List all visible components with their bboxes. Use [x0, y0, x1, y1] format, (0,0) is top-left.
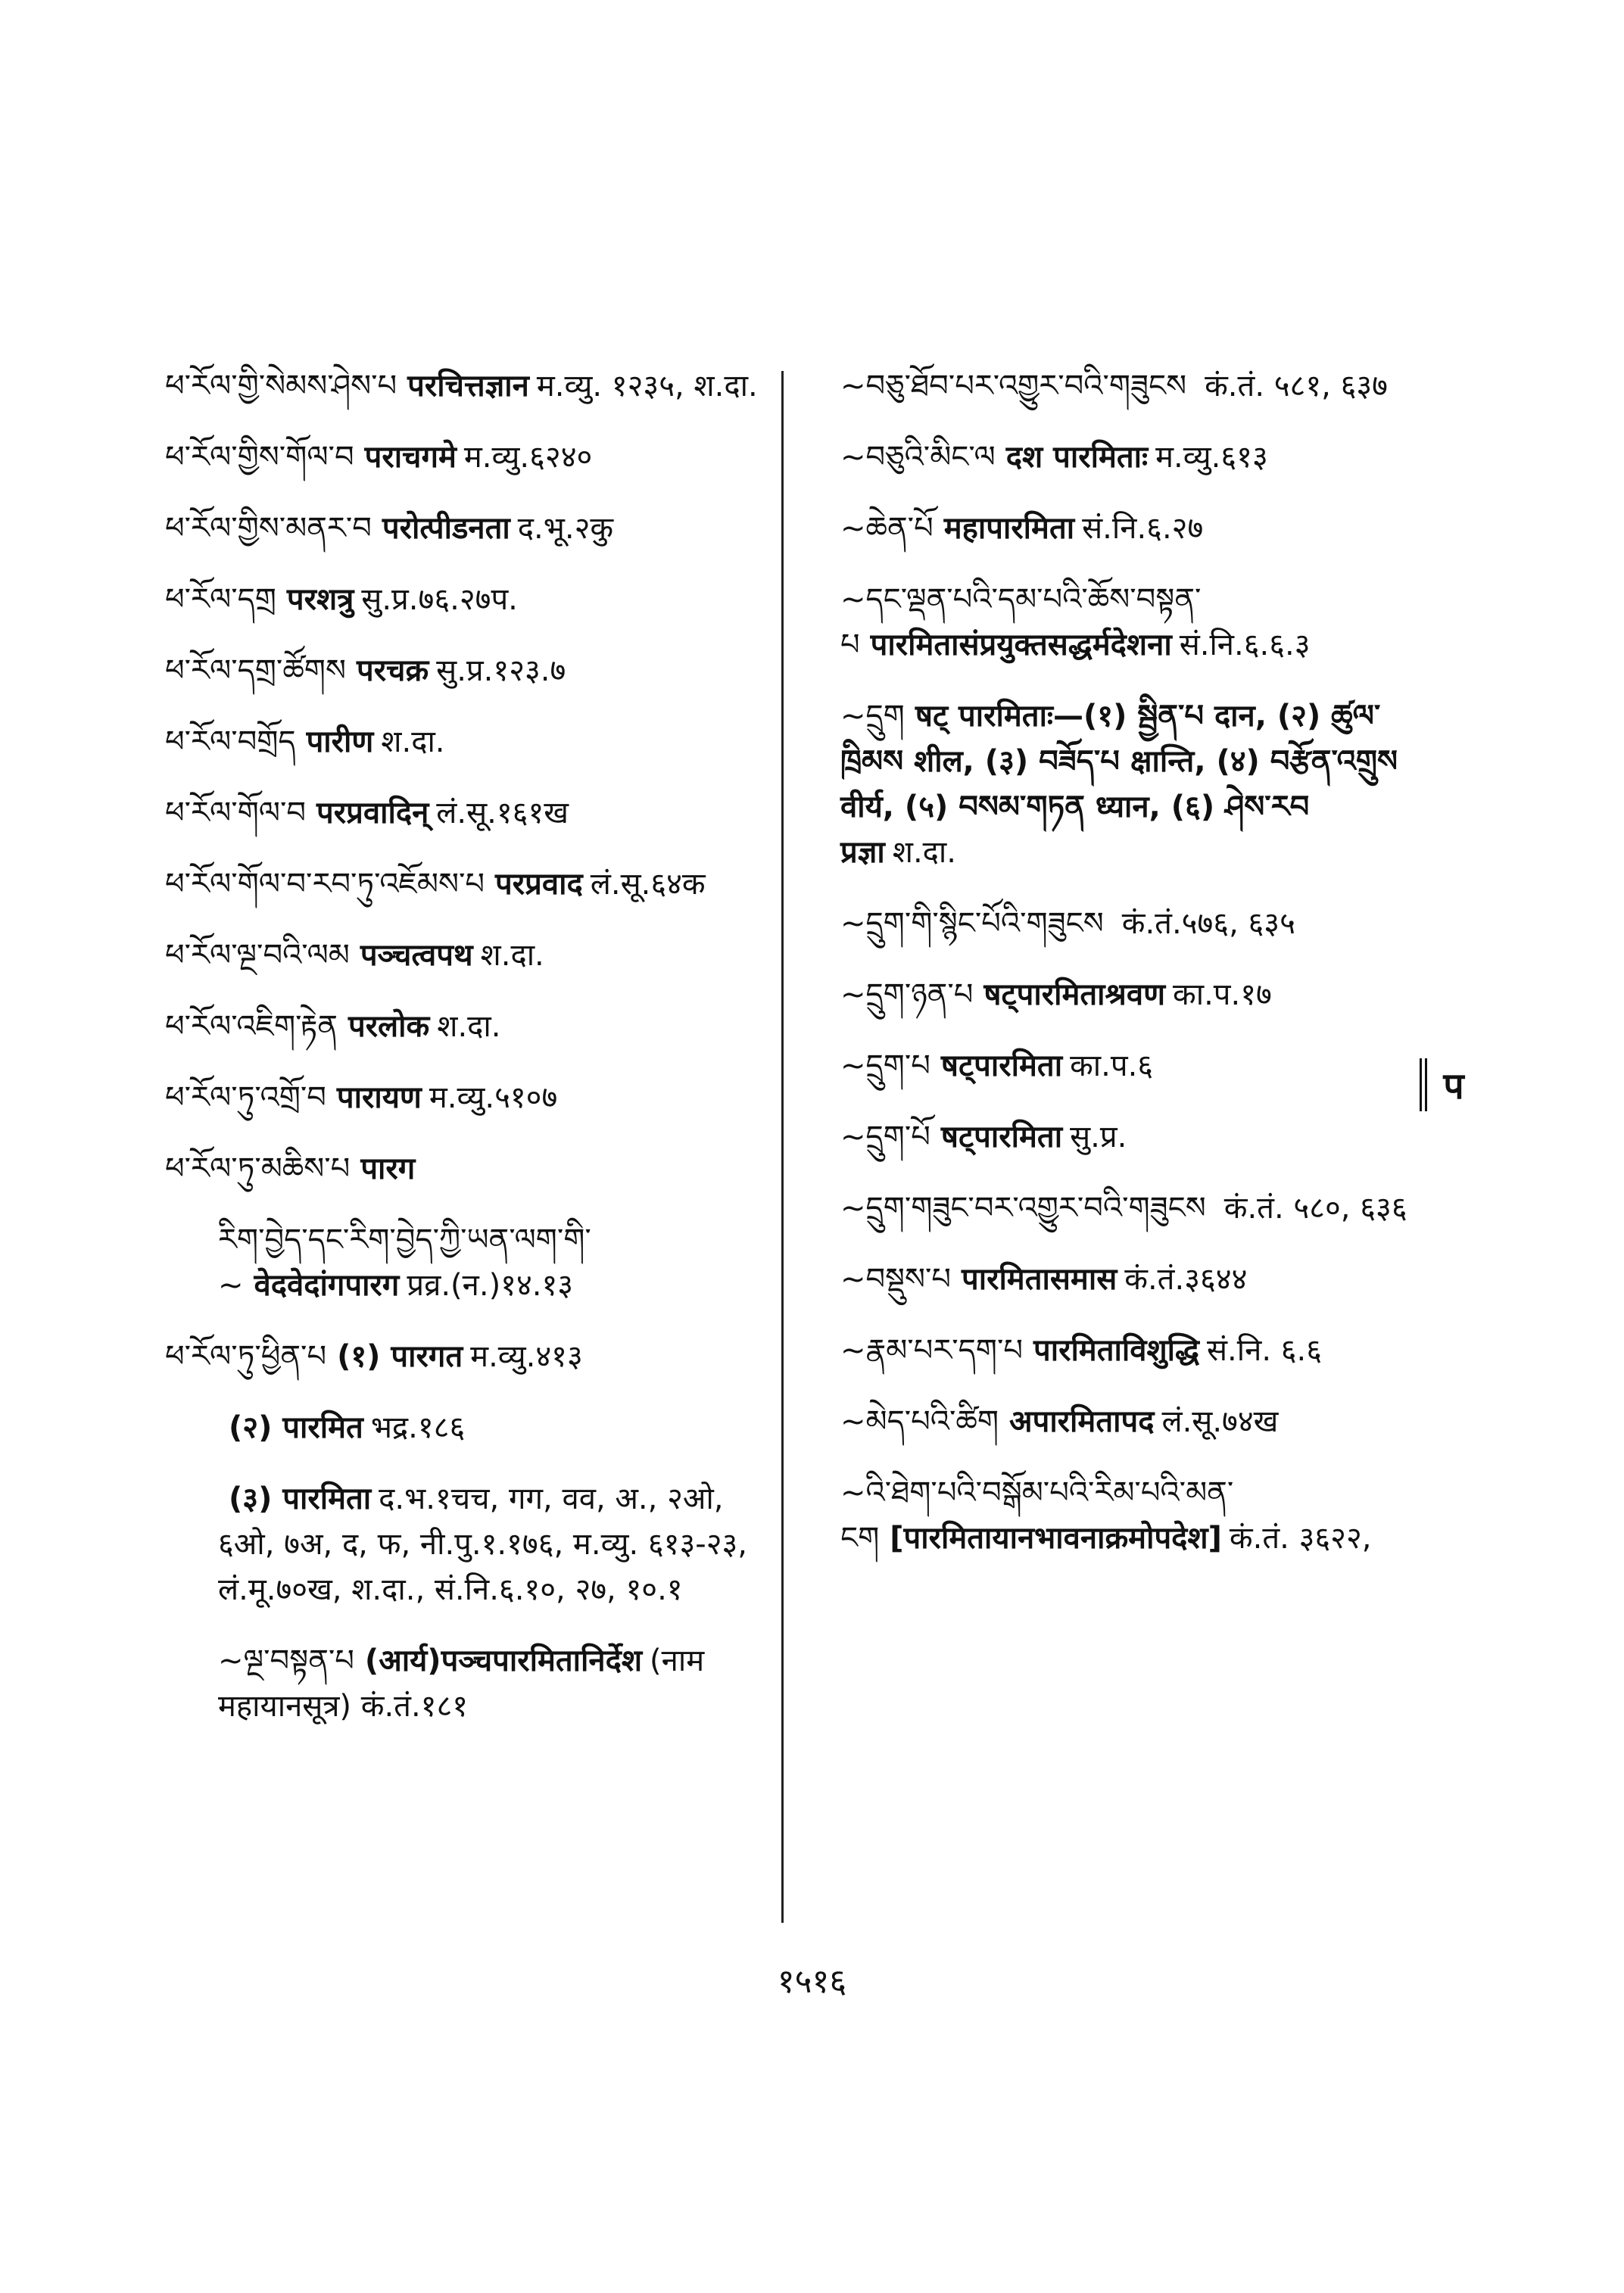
- reference: लं.सू.७४ख: [1161, 1404, 1279, 1439]
- tibetan-term: ~བཅུ་ཐོབ་པར་འགྱུར་བའི་གཟུངས: [840, 369, 1187, 403]
- tibetan-term: ~དྲུག་གི་སྙིང་པོའི་གཟུངས: [840, 906, 1104, 941]
- sanskrit-term: षट्पारमिताश्रवण: [983, 977, 1165, 1012]
- sanskrit-term: पारायण: [336, 1080, 422, 1115]
- dictionary-entry: [165, 1146, 771, 1192]
- dictionary-entry: [165, 933, 771, 978]
- dictionary-entry: [840, 1043, 1416, 1089]
- dictionary-entry: [165, 790, 771, 836]
- reference: का.प.६: [1070, 1048, 1154, 1083]
- reference: कं.तं.३६४४: [1124, 1262, 1248, 1297]
- sanskrit-term: (३) पारमिता: [229, 1481, 372, 1516]
- sanskrit-term: (आर्य)पञ्चपारमितानिर्देश: [364, 1643, 643, 1678]
- sanskrit-term: परप्रवाद: [495, 867, 583, 902]
- tibetan-term: ~བསྡུས་པ: [840, 1262, 951, 1297]
- tibetan-term: ཕ་རོལ་གོལ་བ་རབ་ཏུ་འཇོམས་པ: [165, 867, 485, 902]
- reference: सं.नि.६.२७: [1082, 511, 1204, 546]
- tibetan-term: ~མེད་པའི་ཚིག: [840, 1404, 999, 1439]
- column-divider: [781, 371, 784, 1923]
- dictionary-entry: [165, 506, 771, 551]
- sanskrit-term: षट्पारमिता: [940, 1048, 1063, 1083]
- reference: लं.सू.१६१ख: [436, 796, 569, 830]
- tibetan-term: ཕ་རོལ་འཇིག་རྟེན: [165, 1009, 338, 1044]
- dictionary-entry: [840, 506, 1416, 551]
- tibetan-term: ~ལྔ་བསྟན་པ: [218, 1643, 354, 1678]
- dictionary-entry: [165, 1075, 771, 1120]
- dictionary-entry: [165, 435, 771, 480]
- reference: म.व्यु.४१३: [470, 1339, 583, 1374]
- sanskrit-term: परचक्र: [356, 653, 429, 688]
- tibetan-term: ཕ་རོལ་དགྲ: [165, 582, 276, 617]
- tibetan-term: ~དང་ལྡན་པའི་དམ་པའི་ཆོས་བསྟན་པ: [840, 582, 1202, 662]
- dictionary-entry: [165, 648, 771, 693]
- tibetan-term: ཕ་རོལ་ལྔ་བའི་ལམ: [165, 938, 350, 973]
- dictionary-entry: [840, 435, 1416, 480]
- tibetan-term: ~འི་ཐེག་པའི་བསྒོམ་པའི་རིམ་པའི་མན་ངག: [840, 1475, 1234, 1556]
- reference: श.दा.: [437, 1009, 501, 1044]
- reference: का.प.१७: [1173, 977, 1272, 1012]
- right-column: [840, 363, 1416, 1587]
- sanskrit-term: परोत्पीडनता: [382, 511, 510, 546]
- tibetan-term: ཕ་རོལ་གོལ་བ: [165, 796, 307, 830]
- tibetan-term: ཕ་རོལ་ཏུ་མཆིས་པ: [165, 1151, 351, 1186]
- dictionary-subentry: [165, 1638, 771, 1729]
- reference: सु.प्र.७६.२७प.: [361, 582, 518, 617]
- sanskrit-term: (१) पारगत: [337, 1339, 463, 1374]
- reference: द.भ.१चच, गग, वव, अ., २ओ, ६ओ, ७अ, द, फ, नी.पु.१.१७६, म.व्यु. ६१३-२३, लं.मू.७०ख, श.दा., सं.नि.६.१०, २७, १०.१: [218, 1481, 748, 1607]
- tibetan-term: ཕ་རོལ་བགྲོད: [165, 724, 296, 759]
- sanskrit-term: परशत्रु: [286, 582, 354, 617]
- sanskrit-term: महापारमिता: [943, 511, 1075, 546]
- dictionary-entry: [840, 901, 1416, 946]
- dictionary-entry: [840, 1328, 1416, 1373]
- tibetan-term: ~ཆེན་པོ: [840, 511, 934, 546]
- sanskrit-term: षट् पारमिताः—(१) སྦྱིན་པ दान, (२) ཚུལ་ཁྲིམས शील, (३) བཟོད་པ क्षान्ति, (४) བརྩོན་འགྲུས वीर्य, (५) བསམ་གཏན ध्यान, (६) ཤེས་རབ प्रज्ञा: [840, 699, 1398, 870]
- sanskrit-term: [पारमितायानभावनाक्रमोपदेश]: [890, 1521, 1222, 1556]
- sanskrit-term: वेदवेदांगपारग: [254, 1268, 400, 1303]
- section-letter-tab: प: [1420, 1058, 1480, 1111]
- sanskrit-term: पञ्चत्वपथ: [360, 938, 473, 973]
- reference: म.व्यु. १२३५, श.दा.: [536, 369, 758, 403]
- sanskrit-term: (२) पारमित: [229, 1410, 363, 1445]
- sanskrit-term: परप्रवादिन्: [316, 796, 429, 830]
- reference: सं.नि.६.६.३: [1179, 628, 1311, 662]
- tibetan-term: ~དྲུག: [840, 699, 905, 734]
- tibetan-term: རིག་བྱེད་དང་རིག་བྱེད་ཀྱི་ཡན་ལག་གི་~: [218, 1223, 591, 1303]
- dictionary-entry: [840, 1257, 1416, 1302]
- dictionary-entry: [165, 861, 771, 907]
- sanskrit-term: षट्पारमिता: [940, 1120, 1063, 1154]
- sanskrit-term: पारमिताविशुद्धि: [1033, 1333, 1199, 1368]
- dictionary-entry: [840, 1399, 1416, 1444]
- tibetan-term: ཕ་རོལ་དགྲ་ཚོགས: [165, 653, 346, 688]
- tibetan-term: ཕ་རོལ་ཏུ་ཕྱིན་པ: [165, 1339, 327, 1374]
- dictionary-subentry: [165, 1217, 771, 1308]
- reference: श.दा.: [892, 835, 956, 870]
- dictionary-entry: [165, 1004, 771, 1049]
- page-number: १५१६: [777, 1962, 847, 2001]
- tibetan-term: ཕ་རོལ་གྱིས་གོལ་བ: [165, 440, 354, 475]
- reference: कं.तं.५७६, ६३५: [1121, 906, 1295, 941]
- dictionary-entry: [840, 363, 1416, 409]
- dictionary-entry: [165, 577, 771, 622]
- reference: भद्र.१८६: [370, 1410, 466, 1445]
- reference: सु.प्र.: [1070, 1120, 1127, 1154]
- dictionary-subentry: [165, 1405, 771, 1450]
- dictionary-subentry: [165, 1476, 771, 1612]
- reference: सं.नि. ६.६: [1207, 1333, 1323, 1368]
- dictionary-entry: [840, 1470, 1416, 1561]
- sanskrit-term: पारमितासंप्रयुक्तसद्धर्मदेशना: [870, 628, 1172, 662]
- sanskrit-term: पारीण: [306, 724, 374, 759]
- dictionary-entry: [840, 693, 1416, 875]
- sanskrit-term: पराचगमे: [364, 440, 457, 475]
- tibetan-term: ~རྣམ་པར་དག་པ: [840, 1333, 1023, 1368]
- reference: श.दा.: [480, 938, 544, 973]
- reference: म.व्यु.६१३: [1155, 440, 1268, 475]
- reference: प्रव्र.(न.)१४.१३: [407, 1268, 574, 1303]
- tibetan-term: ~དྲུག་པོ: [840, 1120, 930, 1154]
- reference: द.भू.२कु: [517, 511, 614, 546]
- sanskrit-term: परचित्तज्ञान: [407, 369, 529, 403]
- dictionary-entry: [840, 1185, 1416, 1231]
- reference: लं.सू.६४क: [590, 867, 706, 902]
- dictionary-entry: [165, 719, 771, 765]
- reference: कं.तं. ३६२२,: [1229, 1521, 1372, 1556]
- tibetan-term: ~དྲུག་པ: [840, 1048, 930, 1083]
- tibetan-term: ཕ་རོལ་གྱི་སེམས་ཤེས་པ: [165, 369, 397, 403]
- sanskrit-term: दश पारमिताः: [1005, 440, 1149, 475]
- reference: (नाम महायानसूत्र) कं.तं.१८१: [218, 1643, 705, 1724]
- reference: कं.तं. ५८१, ६३७: [1205, 369, 1388, 403]
- tibetan-term: ~བཅུའི་མིང་ལ: [840, 440, 996, 475]
- reference: म.व्यु.६२४०: [463, 440, 593, 475]
- sanskrit-term: पारग: [360, 1151, 416, 1186]
- sanskrit-term: अपारमितापद: [1009, 1404, 1155, 1439]
- tibetan-term: ཕ་རོལ་ཏུ་འགྲོ་བ: [165, 1080, 326, 1115]
- sanskrit-term: पारमितासमास: [962, 1262, 1117, 1297]
- tibetan-term: ~དྲུག་ཉན་པ: [840, 977, 974, 1012]
- dictionary-entry: [840, 972, 1416, 1017]
- dictionary-entry: [165, 1334, 771, 1379]
- sanskrit-term: परलोक: [348, 1009, 430, 1044]
- tibetan-term: ~དྲུག་གཟུང་བར་འགྱུར་བའི་གཟུངས: [840, 1191, 1206, 1226]
- reference: सु.प्र.१२३.७: [436, 653, 566, 688]
- dictionary-entry: [840, 577, 1416, 668]
- reference: कं.तं. ५८०, ६३६: [1223, 1191, 1407, 1226]
- dictionary-entry: [840, 1114, 1416, 1160]
- reference: म.व्यु.५१०७: [429, 1080, 558, 1115]
- dictionary-entry: [165, 363, 771, 409]
- tibetan-term: ཕ་རོལ་གྱིས་མནར་བ: [165, 511, 372, 546]
- left-column: [165, 363, 771, 1755]
- reference: श.दा.: [381, 724, 445, 759]
